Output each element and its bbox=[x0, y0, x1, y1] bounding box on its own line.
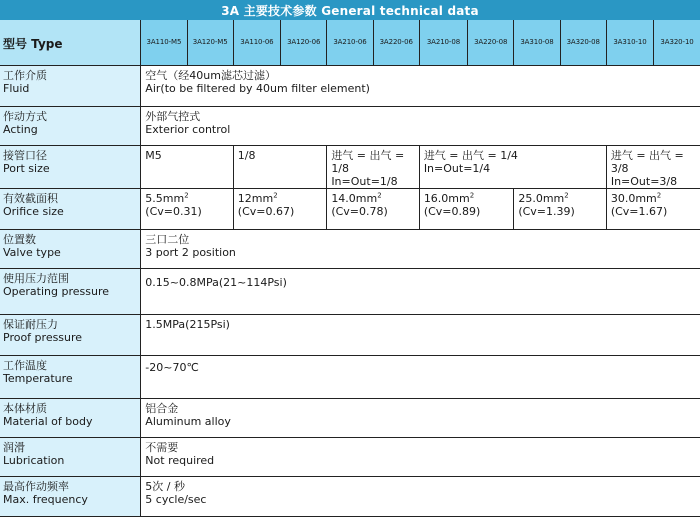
orifice-size-label bbox=[0, 189, 141, 230]
model-cell: 3A120-M5 bbox=[187, 20, 233, 66]
value-cn: 外部气控式 bbox=[145, 110, 201, 123]
squared-sup: 2 bbox=[564, 191, 569, 200]
model-cell: 3A120-06 bbox=[281, 20, 327, 66]
value-cn: 空气（经40um滤芯过滤） bbox=[145, 69, 276, 82]
label-cn: 作动方式 bbox=[3, 110, 47, 123]
orifice-cell bbox=[327, 189, 420, 230]
orifice-area: $14.0mm^2$ bbox=[331, 191, 382, 205]
fluid-row bbox=[0, 66, 700, 107]
label-en: Max. frequency bbox=[3, 493, 88, 506]
orifice-cv: (Cv=1.67) bbox=[610, 205, 668, 218]
frequency-label bbox=[0, 477, 141, 517]
label-cn: 接管口径 bbox=[3, 149, 47, 162]
port-value: 进气 = 出气 = 1/4 bbox=[423, 149, 518, 162]
valve-type-value bbox=[141, 230, 700, 269]
orifice-area: $5.5mm^2$ bbox=[145, 191, 189, 205]
model-cell: 3A210-06 bbox=[327, 20, 373, 66]
label-en: Temperature bbox=[3, 372, 73, 385]
label-en: Operating pressure bbox=[3, 285, 110, 298]
fluid-label bbox=[0, 66, 141, 107]
port-cell bbox=[327, 146, 420, 189]
model-cell: 3A210-08 bbox=[419, 20, 467, 66]
acting-label bbox=[0, 107, 141, 146]
model-cell: 3A310-10 bbox=[606, 20, 653, 66]
lubrication-row bbox=[0, 438, 700, 477]
port-value-en: In=Out=1/8 bbox=[331, 175, 398, 188]
orifice-area: $12mm^2$ bbox=[237, 191, 278, 205]
material-row bbox=[0, 399, 700, 438]
port-size-row bbox=[0, 146, 700, 189]
label-cn: 工作温度 bbox=[3, 359, 47, 372]
orifice-cv: (Cv=0.31) bbox=[145, 205, 202, 218]
label-en: Fluid bbox=[3, 82, 30, 95]
label-en: Port size bbox=[3, 162, 50, 175]
orifice-cv: (Cv=0.78) bbox=[331, 205, 388, 218]
orifice-cell bbox=[606, 189, 700, 230]
orifice-size-row bbox=[0, 189, 700, 230]
temperature-row bbox=[0, 356, 700, 399]
temperature-label bbox=[0, 356, 141, 399]
fluid-value bbox=[141, 66, 700, 107]
port-cell bbox=[606, 146, 700, 189]
orifice-area: $30.0mm^2$ bbox=[610, 191, 662, 205]
value: -20~70℃ bbox=[145, 361, 199, 374]
orifice-cell bbox=[419, 189, 514, 230]
table-title: 3A 主要技术参数 General technical data bbox=[0, 0, 700, 20]
squared-sup: 2 bbox=[273, 191, 278, 200]
model-cell: 3A320-08 bbox=[560, 20, 606, 66]
lubrication-value bbox=[141, 438, 700, 477]
port-cell bbox=[141, 146, 234, 189]
label-en: Proof pressure bbox=[3, 331, 83, 344]
label-cn: 润滑 bbox=[3, 441, 25, 454]
label-en: Lubrication bbox=[3, 454, 65, 467]
value-cn: 铝合金 bbox=[145, 402, 179, 415]
value: 1.5MPa(215Psi) bbox=[145, 318, 230, 331]
orifice-cell bbox=[141, 189, 234, 230]
squared-sup: 2 bbox=[184, 191, 189, 200]
material-value bbox=[141, 399, 700, 438]
label-cn: 工作介质 bbox=[3, 69, 47, 82]
label-cn: 有效截面积 bbox=[3, 192, 58, 205]
model-cell: 3A220-06 bbox=[373, 20, 419, 66]
orifice-area: $25.0mm^2$ bbox=[518, 191, 569, 205]
port-value-en: In=Out=3/8 bbox=[610, 175, 678, 188]
frequency-row bbox=[0, 477, 700, 517]
label-cn: 本体材质 bbox=[3, 402, 47, 415]
port-size-label bbox=[0, 146, 141, 189]
model-cell: 3A110-M5 bbox=[141, 20, 187, 66]
orifice-cv: (Cv=1.39) bbox=[518, 205, 575, 218]
temperature-value bbox=[141, 356, 700, 399]
value-en: Exterior control bbox=[145, 123, 231, 136]
value-en: Not required bbox=[145, 454, 215, 467]
label-cn: 使用压力范围 bbox=[3, 272, 69, 285]
model-cell: 3A110-06 bbox=[233, 20, 280, 66]
squared-sup: 2 bbox=[656, 191, 662, 200]
acting-row bbox=[0, 107, 700, 146]
type-header-label: 型号 Type bbox=[0, 20, 141, 66]
port-value: 进气 = 出气 = 1/8 bbox=[331, 149, 405, 175]
proof-pressure-row bbox=[0, 315, 700, 356]
port-value: 进气 = 出气 = 3/8 bbox=[610, 149, 684, 175]
material-label bbox=[0, 399, 141, 438]
value-en: Air(to be filtered by 40um filter element) bbox=[145, 82, 370, 95]
model-cell: 3A310-08 bbox=[514, 20, 560, 66]
port-value: 1/8 bbox=[237, 149, 256, 162]
value-cn: 三口二位 bbox=[145, 233, 190, 246]
frequency-value bbox=[141, 477, 700, 517]
valve-type-row bbox=[0, 230, 700, 269]
acting-value bbox=[141, 107, 700, 146]
operating-pressure-row bbox=[0, 269, 700, 315]
value-en: Aluminum alloy bbox=[145, 415, 231, 428]
operating-pressure-value bbox=[141, 269, 700, 315]
label-cn: 保证耐压力 bbox=[3, 318, 58, 331]
orifice-cell bbox=[514, 189, 607, 230]
value-cn: 5次 / 秒 bbox=[145, 480, 185, 493]
model-cell: 3A220-08 bbox=[468, 20, 514, 66]
label-en: Material of body bbox=[3, 415, 93, 428]
proof-pressure-label bbox=[0, 315, 141, 356]
label-en: Valve type bbox=[3, 246, 61, 259]
label-en: Orifice size bbox=[3, 205, 64, 218]
technical-data-table bbox=[0, 20, 700, 517]
value-en: 3 port 2 position bbox=[145, 246, 236, 259]
port-cell bbox=[233, 146, 327, 189]
squared-sup: 2 bbox=[377, 191, 382, 200]
orifice-area: $16.0mm^2$ bbox=[423, 191, 475, 205]
label-cn: 最高作动频率 bbox=[3, 480, 69, 493]
proof-pressure-value bbox=[141, 315, 700, 356]
value-cn: 不需要 bbox=[145, 441, 179, 454]
value: 0.15~0.8MPa(21~114Psi) bbox=[145, 276, 287, 289]
orifice-cv: (Cv=0.67) bbox=[237, 205, 295, 218]
port-value: M5 bbox=[145, 149, 162, 162]
port-cell bbox=[419, 146, 606, 189]
operating-pressure-label bbox=[0, 269, 141, 315]
port-value-en: In=Out=1/4 bbox=[423, 162, 491, 175]
model-cell: 3A320-10 bbox=[654, 20, 700, 66]
orifice-cv: (Cv=0.89) bbox=[423, 205, 481, 218]
valve-type-label bbox=[0, 230, 141, 269]
orifice-cell bbox=[233, 189, 327, 230]
squared-sup: 2 bbox=[469, 191, 475, 200]
value-en: 5 cycle/sec bbox=[145, 493, 207, 506]
lubrication-label bbox=[0, 438, 141, 477]
header-row bbox=[0, 20, 700, 66]
label-en: Acting bbox=[3, 123, 38, 136]
label-cn: 位置数 bbox=[3, 233, 36, 246]
